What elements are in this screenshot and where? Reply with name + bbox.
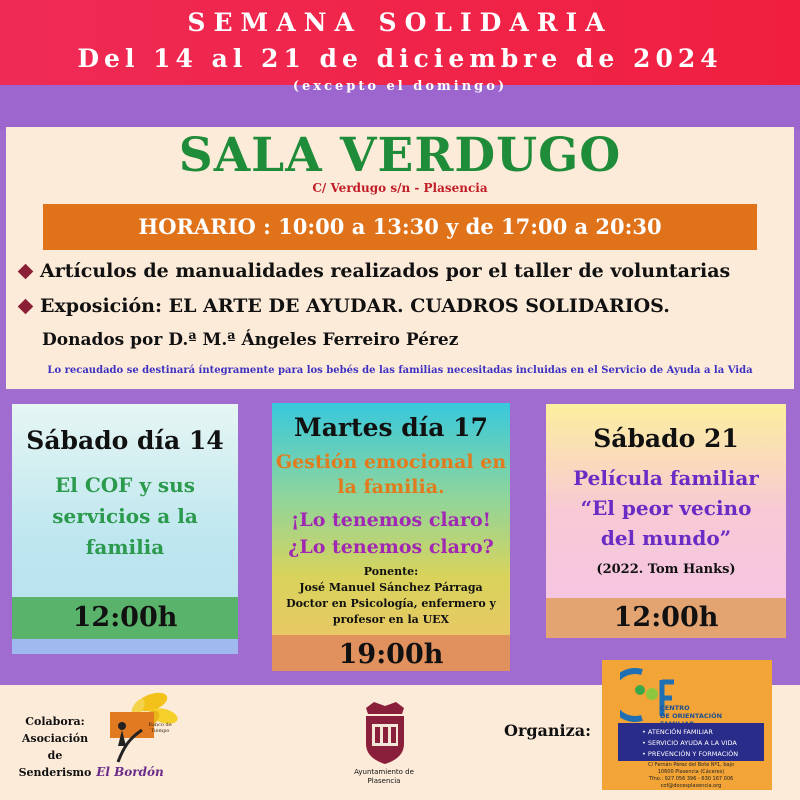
banco-tiempo-label: Banco de Tiempo [148,722,172,734]
film-note: (2022. Tom Hanks) [596,562,736,577]
card-topic [12,470,238,563]
collaborator-label [14,713,96,781]
schedule-bar: HORARIO : 10:00 a 13:30 y de 17:00 a 20:30 [43,204,757,250]
donor-line: Donados por D.ª M.ª Ángeles Ferreiro Pérez [42,330,459,350]
speaker-line: Ponente: [363,565,419,578]
ayuntamiento-line: Plasencia [367,777,401,785]
card-heading: Sábado día 14 [26,426,224,455]
card-footer-strip [12,639,238,654]
speaker-info [272,564,510,628]
card-time: 12:00h [72,602,178,633]
card-time: 19:00h [338,639,444,670]
card-heading: Martes día 17 [294,413,488,442]
ayuntamiento-label [346,768,422,786]
event-card-saturday-14 [12,404,238,654]
card-topic [272,450,510,500]
ayuntamiento-line: Ayuntamiento de [354,768,414,776]
card-topic-line: la familia. [337,476,445,498]
card-topic-line: Película familiar [573,466,759,490]
card-topic-line: familia [85,535,165,559]
card-subtopic-line: ¿Lo tenemos claro? [288,536,494,558]
cof-services-box [618,723,764,761]
cof-service: • SERVICIO AYUDA A LA VIDA [642,739,737,747]
event-card-saturday-21 [546,404,786,638]
cof-address-line: 10600 Plasencia (Cáceres) [657,769,725,775]
cof-address-line: C/ Fernán Pérez del Bote Nº1, bajo [647,762,735,768]
proceeds-note: Lo recaudado se destinará íntegramente para los bebés de las familias necesitadas incluidas en el Servicio de Ayuda a la Vida [47,365,753,376]
card-subtopic [272,507,510,561]
event-card-tuesday-17 [272,403,510,671]
card-topic-line: servicios a la [52,504,198,528]
bullet-item: Artículos de manualidades realizados por el taller de voluntarias [40,260,731,282]
card-topic [546,463,786,553]
cof-service: • ATENCIÓN FAMILIAR [642,728,713,736]
card-topic-line: Gestión emocional en [275,451,507,473]
venue-address: C/ Verdugo s/n - Plasencia [312,181,488,195]
organizer-label: Organiza: [504,721,591,740]
collaborator-line: Colabora: [25,715,85,728]
card-time: 12:00h [613,602,719,633]
card-topic-line: El COF y sus [55,473,195,497]
cof-address-line: Tfno.: 927 056 396 - 630 167 006 [648,776,734,782]
card-topic-line: “El peor vecino [580,496,752,520]
venue-name: SALA VERDUGO [178,128,622,183]
cof-service: • PREVENCIÓN Y FORMACIÓN [642,750,739,758]
el-bordon-name: El Bordón [96,765,164,779]
cof-name-line: CENTRO [660,704,690,712]
cof-logo-box [602,660,772,790]
card-heading: Sábado 21 [593,424,739,453]
event-dates: Del 14 al 21 de diciembre de 2024 [77,44,723,73]
card-topic-line: del mundo” [600,526,732,550]
speaker-line: Doctor en Psicología, enfermero y [286,597,496,610]
ayuntamiento-crest-icon [360,698,410,766]
event-exception: (excepto el domingo) [292,79,508,94]
cof-address-line: cof@docesplasencia.org [660,783,722,789]
card-subtopic-line: ¡Lo tenemos claro! [291,509,491,531]
cof-name-line: DE ORIENTACIÓN [660,712,723,720]
collaborator-line: Senderismo [18,766,92,779]
event-title: SEMANA SOLIDARIA [187,8,613,37]
speaker-line: profesor en la UEX [332,613,450,626]
cof-address [618,762,764,790]
collaborator-line: Asociación de [21,732,89,762]
speaker-line: José Manuel Sánchez Párraga [299,581,483,594]
bullet-item: Exposición: EL ARTE DE AYUDAR. CUADROS SOLIDARIOS. [40,295,670,317]
